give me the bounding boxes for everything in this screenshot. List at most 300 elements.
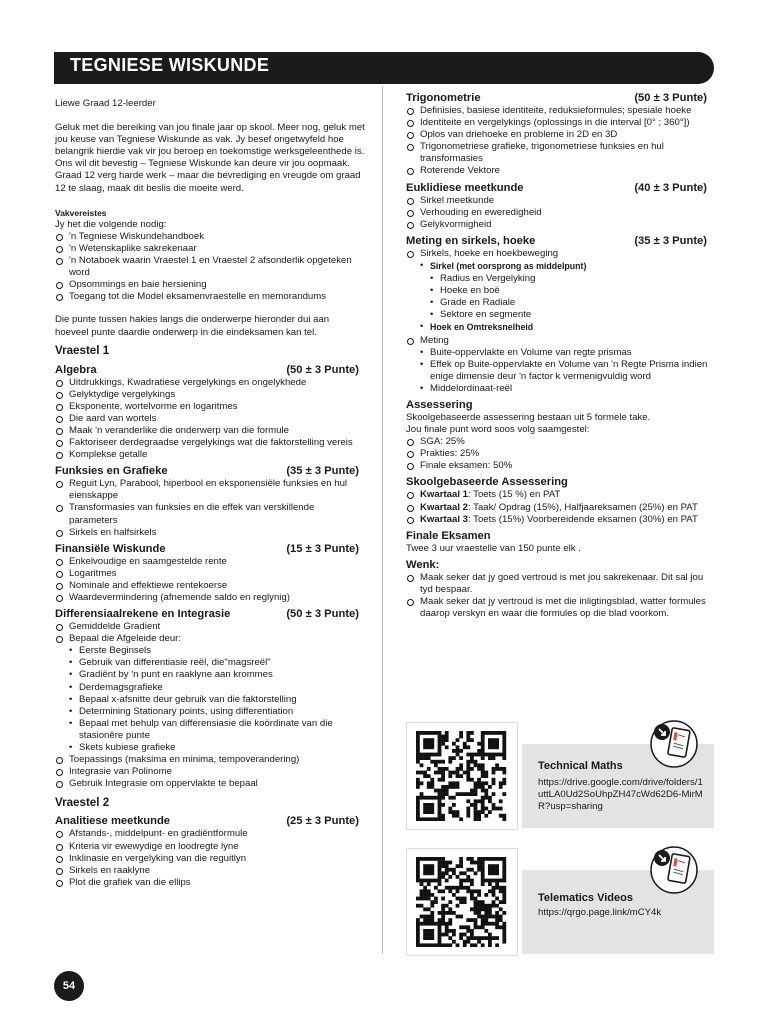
section-heading-functions xyxy=(55,465,365,478)
qr-module xyxy=(477,810,481,814)
qr-module xyxy=(427,753,431,757)
qr-module xyxy=(481,810,485,814)
qr-module xyxy=(477,781,481,785)
list-item xyxy=(406,260,713,273)
qr-module xyxy=(492,803,496,807)
qr-module xyxy=(495,738,499,742)
qr-module xyxy=(445,871,449,875)
qr-module xyxy=(466,889,470,893)
qr-module xyxy=(441,792,445,796)
section-points: (35 ± 3 Punte) xyxy=(634,234,707,247)
qr-module xyxy=(441,738,445,742)
qr-module xyxy=(470,868,474,872)
qr-module xyxy=(481,735,485,739)
qr-module xyxy=(495,922,499,926)
qr-module xyxy=(441,857,445,861)
qr-module xyxy=(434,857,438,861)
qr-module xyxy=(434,789,438,793)
list-item: Prakties: 25% xyxy=(406,448,713,460)
qr-module xyxy=(427,756,431,760)
qr-module xyxy=(470,803,474,807)
qr-module xyxy=(427,936,431,940)
section-title: Differensiaalrekene en Integrasie xyxy=(55,608,231,621)
qr-module xyxy=(416,904,420,908)
qr-module xyxy=(420,922,424,926)
qr-module xyxy=(502,868,506,872)
qr-module xyxy=(459,756,463,760)
qr-module xyxy=(438,875,442,879)
qr-module xyxy=(438,936,442,940)
qr-module xyxy=(434,731,438,735)
qr-module xyxy=(492,879,496,883)
qr-module xyxy=(448,918,452,922)
circle-sublist xyxy=(416,273,713,321)
qr-module xyxy=(481,731,485,735)
qr-module xyxy=(459,731,463,735)
qr-module xyxy=(502,875,506,879)
qr-module xyxy=(427,731,431,735)
qr-module xyxy=(466,738,470,742)
qr-module xyxy=(456,785,460,789)
qr-module xyxy=(452,868,456,872)
qr-module xyxy=(481,907,485,911)
qr-module xyxy=(416,799,420,803)
qr-module xyxy=(445,731,449,735)
qr-module xyxy=(416,868,420,872)
qr-module xyxy=(441,897,445,901)
list-item: 'n Notaboek waarin Vraestel 1 en Vraestel 2 afsonderlik opgeteken word xyxy=(55,255,365,279)
qr-module xyxy=(438,807,442,811)
qr-module xyxy=(488,796,492,800)
qr-module xyxy=(448,796,452,800)
section-points: (50 ± 3 Punte) xyxy=(286,363,359,376)
list-item: Sirkels en halfsirkels xyxy=(55,527,365,539)
qr-module xyxy=(430,745,434,749)
qr-module xyxy=(492,745,496,749)
list-item: Verhouding en eweredigheid xyxy=(406,207,713,219)
qr-module xyxy=(438,871,442,875)
qr-module xyxy=(492,753,496,757)
qr-module xyxy=(495,911,499,915)
requirements-list xyxy=(55,231,365,304)
qr-module xyxy=(427,796,431,800)
qr-module xyxy=(495,925,499,929)
list-item: Maak 'n veranderlike die onderwerp van die formule xyxy=(55,425,365,437)
qr-module xyxy=(484,929,488,933)
qr-module xyxy=(441,922,445,926)
qr-module xyxy=(492,807,496,811)
qr-module xyxy=(484,814,488,818)
list-item: Kriteria vir ewewydige en loodregte lyne xyxy=(55,841,365,853)
qr-module xyxy=(430,904,434,908)
meting-list xyxy=(406,335,713,347)
qr-module xyxy=(492,886,496,890)
list-item: Transformasies van funksies en die effek van verskillende parameters xyxy=(55,502,365,526)
qr-module xyxy=(470,792,474,796)
qr-module xyxy=(459,749,463,753)
qr-module xyxy=(438,753,442,757)
qr-module xyxy=(474,871,478,875)
qr-module xyxy=(466,879,470,883)
qr-module xyxy=(459,936,463,940)
qr-module xyxy=(423,929,427,933)
qr-module xyxy=(492,864,496,868)
qr-module xyxy=(427,933,431,937)
qr-module xyxy=(420,781,424,785)
qr-module xyxy=(427,810,431,814)
qr-module xyxy=(502,749,506,753)
qr-module xyxy=(434,763,438,767)
qr-module xyxy=(441,760,445,764)
qr-module xyxy=(488,742,492,746)
qr-module xyxy=(463,943,467,947)
qr-module xyxy=(427,785,431,789)
qr-module xyxy=(427,918,431,922)
list-item: Toegang tot die Model eksamenvraestelle en memorandums xyxy=(55,291,365,303)
qr-module xyxy=(502,889,506,893)
qr-module xyxy=(416,940,420,944)
qr-module xyxy=(463,897,467,901)
qr-module xyxy=(481,742,485,746)
qr-module xyxy=(477,900,481,904)
qr-module xyxy=(470,943,474,947)
qr-module xyxy=(416,897,420,901)
qr-module xyxy=(438,879,442,883)
qr-module xyxy=(430,810,434,814)
qr-module xyxy=(488,882,492,886)
qr-module xyxy=(427,807,431,811)
qr-module xyxy=(495,871,499,875)
qr-module xyxy=(427,742,431,746)
qr-module xyxy=(430,785,434,789)
qr-module xyxy=(481,925,485,929)
qr-module xyxy=(427,922,431,926)
qr-module xyxy=(441,915,445,919)
qr-module xyxy=(481,753,485,757)
qr-module xyxy=(502,925,506,929)
qr-module xyxy=(502,864,506,868)
qr-module xyxy=(452,796,456,800)
section-points: (40 ± 3 Punte) xyxy=(634,181,707,194)
algebra-list xyxy=(55,377,365,462)
list-item: Opsommings en baie hersiening xyxy=(55,279,365,291)
qr-module xyxy=(474,781,478,785)
list-item: • Hoeke en boë xyxy=(416,285,713,297)
qr-module xyxy=(430,915,434,919)
qr-module xyxy=(502,767,506,771)
qr-module xyxy=(470,907,474,911)
list-item: Inklinasie en vergelyking van die reguitlyn xyxy=(55,853,365,865)
list-item: • Determining Stationary points, using differentiation xyxy=(55,706,365,718)
qr-module xyxy=(441,864,445,868)
qr-module xyxy=(452,771,456,775)
paper2-heading: Vraestel 2 xyxy=(55,796,110,810)
resource-card-telematics-videos[interactable] xyxy=(406,848,714,954)
qr-module xyxy=(502,940,506,944)
qr-module xyxy=(466,731,470,735)
qr-code[interactable] xyxy=(406,722,518,830)
qr-module xyxy=(427,879,431,883)
list-item xyxy=(406,321,713,334)
qr-module xyxy=(481,756,485,760)
qr-module xyxy=(484,807,488,811)
qr-module xyxy=(495,763,499,767)
qr-module xyxy=(466,760,470,764)
section-title: Meting en sirkels, hoeke xyxy=(406,234,536,247)
qr-module xyxy=(466,778,470,782)
qr-module xyxy=(416,735,420,739)
qr-module xyxy=(481,864,485,868)
qr-module xyxy=(416,922,420,926)
left-column xyxy=(55,98,365,889)
list-item: Uitdrukkings, Kwadratiese vergelykings en ongelykhede xyxy=(55,377,365,389)
qr-module xyxy=(416,814,420,818)
qr-module xyxy=(423,907,427,911)
qr-module xyxy=(430,879,434,883)
qr-module xyxy=(466,925,470,929)
qr-module xyxy=(477,767,481,771)
qr-module xyxy=(495,745,499,749)
qr-module xyxy=(459,882,463,886)
resource-link[interactable]: https://qrgo.page.link/mCY4k xyxy=(538,907,662,918)
qr-module xyxy=(456,781,460,785)
qr-module xyxy=(438,857,442,861)
qr-module xyxy=(474,900,478,904)
resource-link[interactable]: https://drive.google.com/drive/folders/1uttLA0Ud2SoUhpZH47cWd62D6-MirMR?usp=sharing xyxy=(538,777,703,812)
qr-module xyxy=(456,792,460,796)
qr-module xyxy=(430,817,434,821)
qr-module xyxy=(430,781,434,785)
qr-module xyxy=(466,745,470,749)
intro-paragraph: Geluk met die bereiking van jou finale jaar op skool. Meer nog, geluk met jou keuse van Tegniese Wiskunde as vak. Jy besef ongetwyfeld hoe belangrik hierdie vak vir jou beroep en toekomstige werksgeleenthede is. Ons wil dit bevestig – Tegniese Wiskunde kan deure vir jou oopmaak. Graad 12 verg harde werk – maar die bevrediging en vreugde om graad 12 te slaag, maak dit beslis die moeite werd. xyxy=(55,122,365,194)
section-title: Finansiële Wiskunde xyxy=(55,542,166,555)
qr-module xyxy=(438,810,442,814)
qr-module xyxy=(477,889,481,893)
qr-module xyxy=(441,875,445,879)
list-item: Finale eksamen: 50% xyxy=(406,460,713,472)
qr-module xyxy=(452,911,456,915)
qr-module xyxy=(499,886,503,890)
qr-module xyxy=(459,763,463,767)
qr-module xyxy=(438,803,442,807)
qr-module xyxy=(456,771,460,775)
qr-module xyxy=(423,864,427,868)
qr-module xyxy=(499,753,503,757)
qr-module xyxy=(452,742,456,746)
qr-module xyxy=(452,749,456,753)
qr-module xyxy=(448,889,452,893)
qr-module xyxy=(438,799,442,803)
qr-module xyxy=(488,936,492,940)
qr-module xyxy=(438,742,442,746)
qr-module xyxy=(416,738,420,742)
qr-module xyxy=(445,792,449,796)
qr-module xyxy=(456,886,460,890)
qr-module xyxy=(423,774,427,778)
qr-module xyxy=(459,886,463,890)
qr-module xyxy=(481,922,485,926)
qr-module xyxy=(438,911,442,915)
qr-module xyxy=(441,742,445,746)
qr-module xyxy=(484,792,488,796)
qr-module xyxy=(438,814,442,818)
qr-module xyxy=(492,778,496,782)
qr-module xyxy=(423,933,427,937)
qr-module xyxy=(445,785,449,789)
qr-module xyxy=(477,907,481,911)
qr-module xyxy=(441,796,445,800)
list-item: Enkelvoudige en saamgestelde rente xyxy=(55,556,365,568)
qr-module xyxy=(481,771,485,775)
qr-module xyxy=(492,857,496,861)
qr-module xyxy=(427,915,431,919)
qr-module xyxy=(495,868,499,872)
qr-module xyxy=(427,929,431,933)
qr-module xyxy=(445,904,449,908)
qr-module xyxy=(420,889,424,893)
qr-module xyxy=(463,771,467,775)
qr-code[interactable] xyxy=(406,848,518,956)
qr-module xyxy=(502,814,506,818)
list-item: Maak seker dat jy vertroud is met die inligtingsblad, watter formules daarop verskyn en waar die formules op die blad voorkom. xyxy=(406,596,713,620)
qr-module xyxy=(499,915,503,919)
qr-module xyxy=(502,817,506,821)
qr-module xyxy=(416,875,420,879)
qr-module xyxy=(445,864,449,868)
qr-module xyxy=(445,738,449,742)
qr-module xyxy=(502,753,506,757)
list-item: Komplekse getalle xyxy=(55,449,365,461)
qr-module xyxy=(459,774,463,778)
qr-module xyxy=(466,875,470,879)
marks-note: Die punte tussen hakies langs die onderwerpe hieronder dui aan hoeveel punte daardie onderwerp in die eindeksamen kan tel. xyxy=(55,314,330,338)
qr-module xyxy=(477,799,481,803)
qr-module xyxy=(470,897,474,901)
qr-module xyxy=(488,879,492,883)
list-item: • Derdemagsgrafieke xyxy=(55,682,365,694)
qr-module xyxy=(470,753,474,757)
term-label: Kwartaal 2 xyxy=(420,501,468,513)
paper1-heading: Vraestel 1 xyxy=(55,343,110,357)
qr-module xyxy=(416,857,420,861)
qr-module xyxy=(488,940,492,944)
list-item xyxy=(406,514,713,526)
qr-module xyxy=(452,814,456,818)
qr-module xyxy=(452,940,456,944)
qr-module xyxy=(416,756,420,760)
section-title: Wenk: xyxy=(406,558,440,571)
qr-module xyxy=(416,785,420,789)
qr-module xyxy=(488,868,492,872)
finance-list xyxy=(55,556,365,604)
qr-module xyxy=(448,875,452,879)
qr-module xyxy=(441,778,445,782)
qr-module xyxy=(481,785,485,789)
qr-module xyxy=(416,871,420,875)
qr-module xyxy=(430,868,434,872)
qr-module xyxy=(423,893,427,897)
qr-module xyxy=(495,753,499,757)
qr-module xyxy=(459,864,463,868)
qr-module xyxy=(445,745,449,749)
section-points: (50 ± 3 Punte) xyxy=(286,608,359,621)
qr-module xyxy=(499,781,503,785)
qr-module xyxy=(463,745,467,749)
list-item: • Bepaal met behulp van differensiasie die koördinate van die stasionêre punte xyxy=(55,718,365,742)
qr-module xyxy=(470,889,474,893)
qr-module xyxy=(438,789,442,793)
qr-module xyxy=(484,904,488,908)
qr-module xyxy=(459,900,463,904)
qr-module xyxy=(438,943,442,947)
qr-module xyxy=(488,922,492,926)
qr-module xyxy=(438,792,442,796)
qr-module xyxy=(423,918,427,922)
qr-module xyxy=(427,864,431,868)
qr-module xyxy=(477,940,481,944)
resource-card-technical-maths[interactable] xyxy=(406,722,714,828)
qr-module xyxy=(477,778,481,782)
qr-module xyxy=(448,868,452,872)
list-item: Gelyktydige vergelykings xyxy=(55,389,365,401)
qr-module xyxy=(470,879,474,883)
qr-module xyxy=(416,745,420,749)
list-item: 'n Wetenskaplike sakrekenaar xyxy=(55,243,365,255)
qr-module xyxy=(427,803,431,807)
list-item: • Middelordinaat-reël xyxy=(406,383,713,395)
qr-module xyxy=(423,742,427,746)
list-item: Sirkel meetkunde xyxy=(406,195,713,207)
qr-module xyxy=(430,864,434,868)
qr-module xyxy=(445,767,449,771)
qr-module xyxy=(441,789,445,793)
qr-module xyxy=(430,893,434,897)
page-number: 54 xyxy=(54,971,84,1001)
qr-module xyxy=(420,857,424,861)
qr-module xyxy=(423,879,427,883)
qr-module xyxy=(474,897,478,901)
qr-module xyxy=(456,774,460,778)
qr-module xyxy=(481,749,485,753)
qr-module xyxy=(441,933,445,937)
qr-module xyxy=(459,915,463,919)
qr-module xyxy=(470,861,474,865)
qr-module xyxy=(484,936,488,940)
qr-module xyxy=(463,940,467,944)
qr-module xyxy=(474,904,478,908)
qr-module xyxy=(470,756,474,760)
qr-module xyxy=(502,756,506,760)
qr-module xyxy=(474,789,478,793)
qr-module xyxy=(477,749,481,753)
qr-module xyxy=(438,778,442,782)
qr-module xyxy=(502,857,506,861)
qr-module xyxy=(452,781,456,785)
trig-list xyxy=(406,105,713,178)
qr-module xyxy=(470,767,474,771)
qr-module xyxy=(502,731,506,735)
qr-module xyxy=(456,904,460,908)
qr-module xyxy=(438,745,442,749)
qr-code-icon xyxy=(416,731,508,821)
qr-module xyxy=(434,886,438,890)
list-item: Maak seker dat jy goed vertroud is met jou sakrekenaar. Dit sal jou tyd bespaar. xyxy=(406,572,713,596)
qr-module xyxy=(481,936,485,940)
qr-module xyxy=(466,774,470,778)
resource-title: Telematics Videos xyxy=(538,892,633,904)
qr-module xyxy=(416,803,420,807)
qr-module xyxy=(474,799,478,803)
